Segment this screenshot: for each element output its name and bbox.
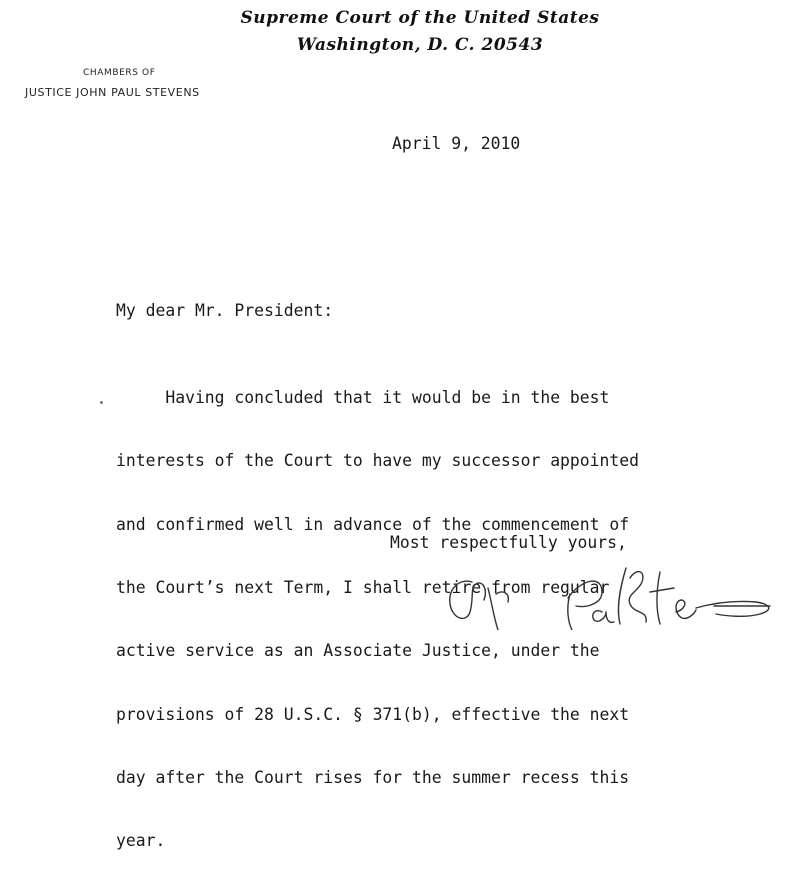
body-line: the Court’s next Term, I shall retire from regular (116, 578, 610, 598)
letter-closing: Most respectfully yours, (390, 533, 627, 552)
chambers-justice-name: JUSTICE JOHN PAUL STEVENS (25, 86, 200, 99)
body-line: active service as an Associate Justice, under the (116, 641, 600, 661)
body-line: provisions of 28 U.S.C. § 371(b), effective the next (116, 704, 630, 724)
body-line: day after the Court rises for the summer recess this (116, 767, 630, 787)
letterhead-address: Washington, D. C. 20543 (296, 35, 544, 55)
stray-mark (100, 401, 103, 404)
chambers-label: CHAMBERS OF (83, 68, 156, 78)
handwritten-signature (430, 548, 790, 630)
body-line: year. (116, 831, 166, 851)
body-line: and confirmed well in advance of the commencement of (116, 514, 630, 534)
letter-date: April 9, 2010 (392, 134, 521, 153)
letterhead-court-name: Supreme Court of the United States (240, 8, 600, 28)
letter-salutation: My dear Mr. President: (116, 301, 334, 320)
body-line: Having concluded that it would be in the best (116, 388, 610, 408)
body-line: interests of the Court to have my successor appointed (116, 451, 640, 471)
